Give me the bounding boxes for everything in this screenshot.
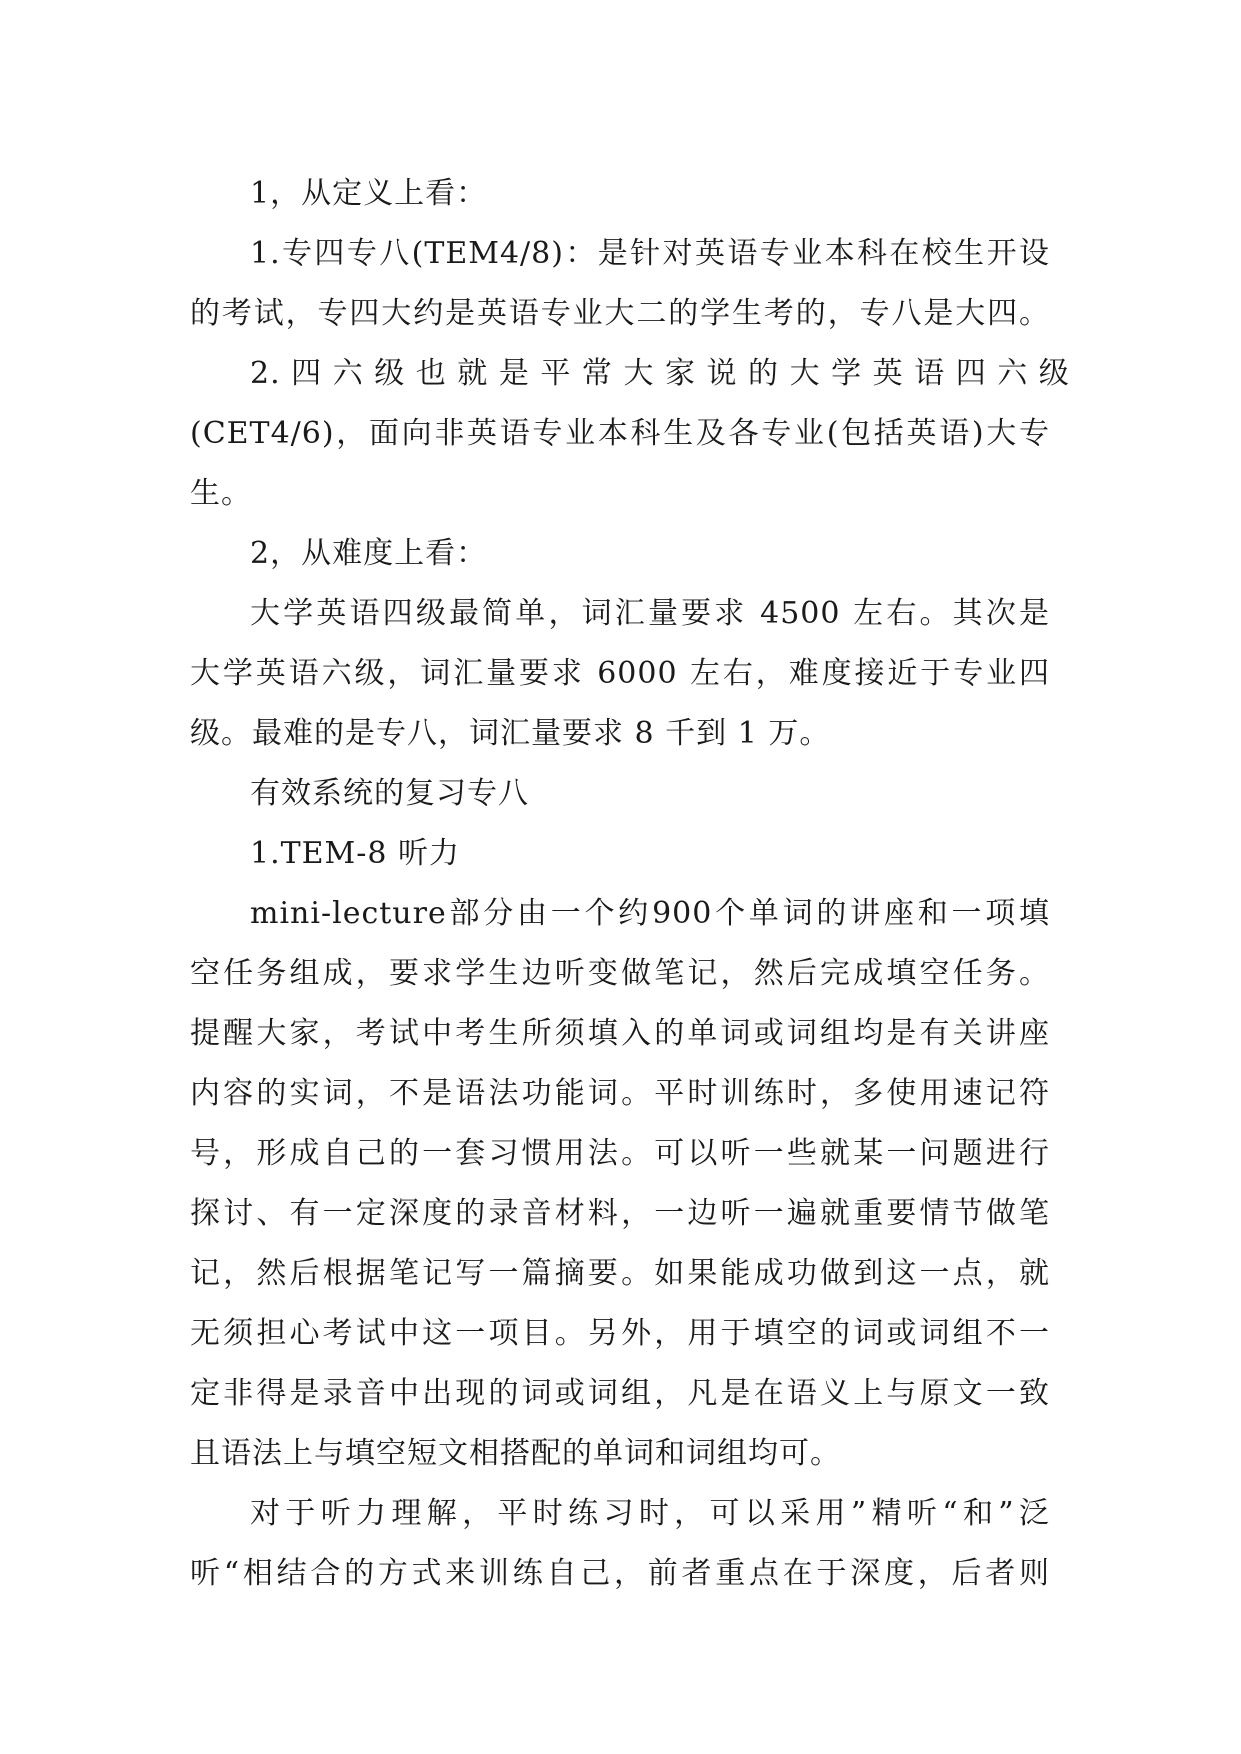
paragraph-line: 记，然后根据笔记写一篇摘要。如果能成功做到这一点，就 <box>190 1256 1050 1291</box>
paragraph-line: 1.专四专八(TEM4/8)：是针对英语专业本科在校生开设 <box>250 236 1050 271</box>
section-heading-review: 有效系统的复习专八 <box>250 776 529 811</box>
paragraph-line: 对于听力理解，平时练习时，可以采用”精听“和”泛 <box>250 1496 1050 1531</box>
paragraph-line: 内容的实词，不是语法功能词。平时训练时，多使用速记符 <box>190 1076 1050 1111</box>
paragraph-line: 的考试，专四大约是英语专业大二的学生考的，专八是大四。 <box>190 296 1050 331</box>
paragraph-line: 号，形成自己的一套习惯用法。可以听一些就某一问题进行 <box>190 1136 1050 1171</box>
section-heading-difficulty: 2，从难度上看： <box>250 536 488 571</box>
paragraph-line: 级。最难的是专八，词汇量要求 8 千到 1 万。 <box>190 716 831 751</box>
paragraph-line: 提醒大家，考试中考生所须填入的单词或词组均是有关讲座 <box>190 1016 1050 1051</box>
paragraph-line: 无须担心考试中这一项目。另外，用于填空的词或词组不一 <box>190 1316 1050 1351</box>
paragraph-line: 定非得是录音中出现的词或词组，凡是在语义上与原文一致 <box>190 1376 1050 1411</box>
document-body <box>190 164 1070 1604</box>
paragraph-line: mini-lecture部分由一个约900个单词的讲座和一项填 <box>250 896 1050 931</box>
paragraph-line: 空任务组成，要求学生边听变做笔记，然后完成填空任务。 <box>190 956 1050 991</box>
paragraph-line: 听“相结合的方式来训练自己，前者重点在于深度，后者则 <box>190 1556 1050 1591</box>
section-heading-definition: 1，从定义上看： <box>250 176 488 211</box>
paragraph-line: 大学英语四级最简单，词汇量要求 4500 左右。其次是 <box>250 596 1050 631</box>
paragraph-line: (CET4/6)，面向非英语专业本科生及各专业(包括英语)大专 <box>190 416 1050 451</box>
paragraph-line: 大学英语六级，词汇量要求 6000 左右，难度接近于专业四 <box>190 656 1050 691</box>
paragraph-line: 2. 四 六 级 也 就 是 平 常 大 家 说 的 大 学 英 语 四 六 级 <box>250 356 1070 391</box>
paragraph-line: 且语法上与填空短文相搭配的单词和词组均可。 <box>190 1436 841 1471</box>
paragraph-line: 生。 <box>190 476 252 511</box>
subsection-heading-listening: 1.TEM-8 听力 <box>250 836 461 871</box>
paragraph-line: 探讨、有一定深度的录音材料，一边听一遍就重要情节做笔 <box>190 1196 1050 1231</box>
